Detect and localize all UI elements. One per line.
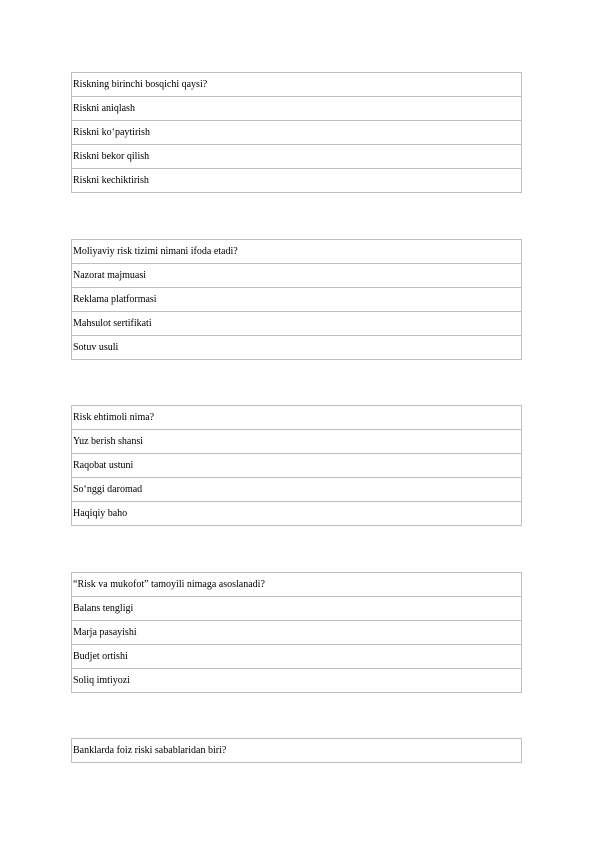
- question-text: Banklarda foiz riski sabablaridan biri?: [72, 739, 522, 763]
- answer-option: Sotuv usuli: [72, 336, 522, 360]
- answer-option: Riskni ko‘paytirish: [72, 121, 522, 145]
- answer-option: Nazorat majmuasi: [72, 264, 522, 288]
- answer-option: So‘nggi daromad: [72, 478, 522, 502]
- answer-option: Reklama platformasi: [72, 288, 522, 312]
- answer-option: Haqiqiy baho: [72, 502, 522, 526]
- answer-option: Marja pasayishi: [72, 621, 522, 645]
- question-text: “Risk va mukofot” tamoyili nimaga asoslanadi?: [72, 573, 522, 597]
- question-text: Risk ehtimoli nima?: [72, 406, 522, 430]
- question-table-2: [71, 239, 522, 360]
- answer-option: Yuz berish shansi: [72, 430, 522, 454]
- answer-option: Riskni aniqlash: [72, 97, 522, 121]
- question-table-4: [71, 572, 522, 693]
- question-table-1: [71, 72, 522, 193]
- answer-option: Mahsulot sertifikati: [72, 312, 522, 336]
- question-table-5: [71, 738, 522, 763]
- answer-option: Raqobat ustuni: [72, 454, 522, 478]
- question-table-3: [71, 405, 522, 526]
- answer-option: Soliq imtiyozi: [72, 669, 522, 693]
- answer-option: Riskni bekor qilish: [72, 145, 522, 169]
- question-text: Moliyaviy risk tizimi nimani ifoda etadi?: [72, 240, 522, 264]
- answer-option: Budjet ortishi: [72, 645, 522, 669]
- question-text: Riskning birinchi bosqichi qaysi?: [72, 73, 522, 97]
- answer-option: Riskni kechiktirish: [72, 169, 522, 193]
- answer-option: Balans tengligi: [72, 597, 522, 621]
